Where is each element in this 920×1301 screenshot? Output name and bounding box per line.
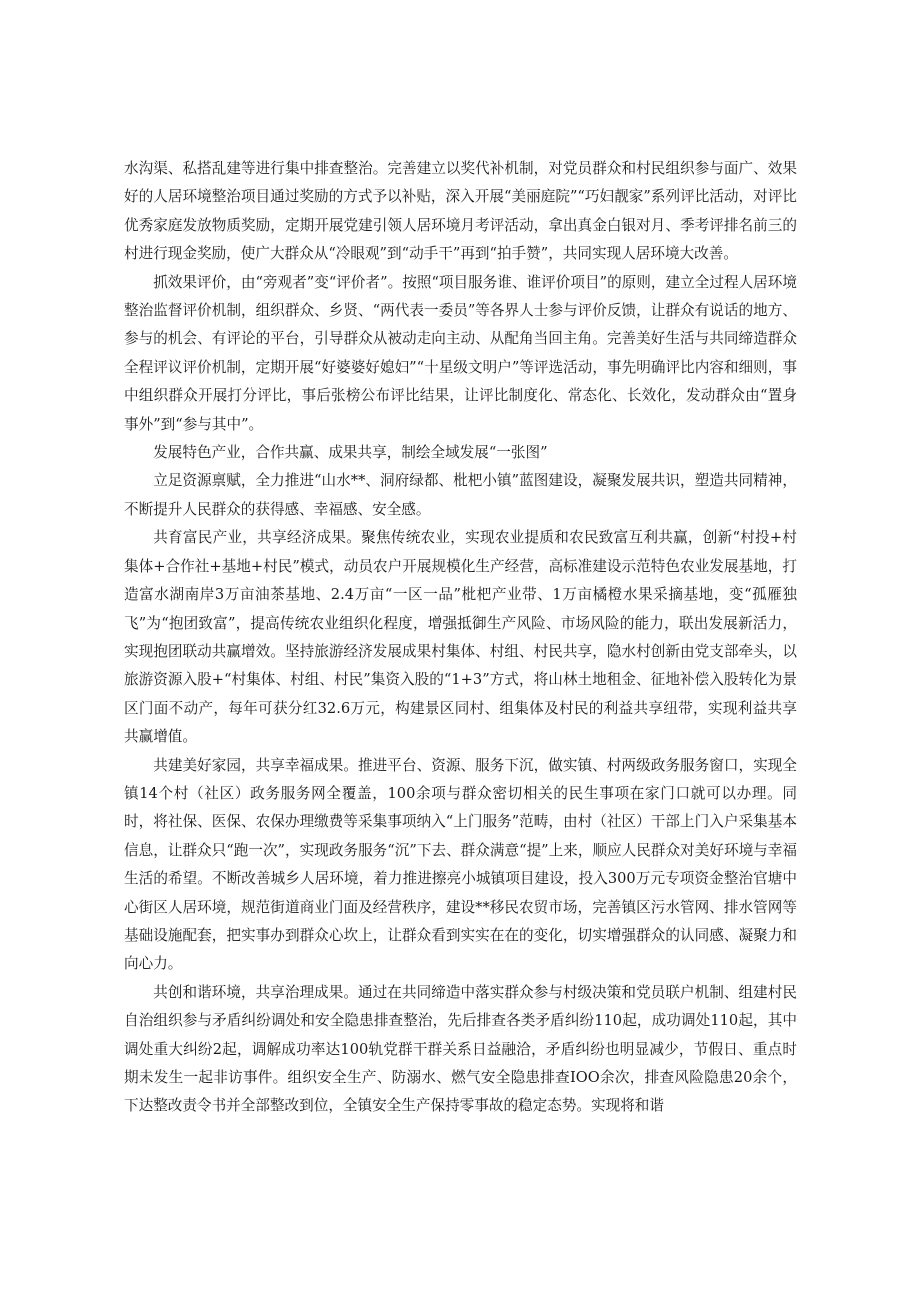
paragraph-economic-results: 共育富民产业，共享经济成果。聚焦传统农业，实现农业提质和农民致富互利共赢，创新“村投+村集体+合作社+基地+村民”模式，动员农户开展规模化生产经营，高标准建设示范特色农业发展基地，打造富水湖南岸3万亩油茶基地、2.4万亩“一区一品”枇杷产业带、1万亩橘橙水果采摘基地，变“孤雁独飞”为“抱团致富”，提高传统农业组织化程度，增强抵御生产风险、市场风险的能力，联出发展新活力，实现抱团联动共赢增效。坚持旅游经济发展成果村集体、村组、村民共享，隐水村创新由党支部牵头，以旅游资源入股+“村集体、村组、村民”集资入股的“1+3”方式，将山林土地租金、征地补偿入股转化为景区门面不动产，每年可获分红32.6万元，构建景区同村、组集体及村民的利益共享纽带，实现利益共享共赢增值。 <box>124 529 797 746</box>
paragraph-happiness-results: 共建美好家园，共享幸福成果。推进平台、资源、服务下沉，做实镇、村两级政务服务窗口，实现全镇14个村（社区）政务服务网全覆盖，100余项与群众密切相关的民生事项在家门口就可以办理。同时，将社保、医保、农保办理缴费等采集事项纳入“上门服务”范畴，由村（社区）干部上门入户采集基本信息，让群众只“跑一次”，实现政务服务“沉”下去、群众满意“提”上来，顺应人民群众对美好环境与幸福生活的希望。不断改善城乡人居环境，着力推进擦亮小城镇项目建设，投入300万元专项资金整治官塘中心街区人居环境，规范街道商业门面及经营秩序，建设**移民农贸市场，完善镇区污水管网、排水管网等基础设施配套，把实事办到群众心坎上，让群众看到实实在在的变化，切实增强群众的认同感、凝聚力和向心力。 <box>124 756 797 973</box>
section-heading-industry: 发展特色产业，合作共赢、成果共享，制绘全域发展“一张图” <box>153 444 548 462</box>
paragraph-effect-evaluation: 抓效果评价，由“旁观者”变“评价者”。按照“项目服务谁、谁评价项目”的原则，建立全过程人居环境整治监督评价机制，组织群众、乡贤、“两代表一委员”等各界人士参与评价反馈，让群众有说话的地方、参与的机会、有评论的平台，引导群众从被动走向主动、从配角当回主角。完善美好生活与共同缔造群众全程评议评价机制，定期开展“好婆婆好媳妇”“十星级文明户”等评选活动，事先明确评比内容和细则，事中组织群众开展打分评比，事后张榜公布评比结果，让评比制度化、常态化、长效化，发动群众由“置身事外”到“参与其中”。 <box>124 273 797 433</box>
paragraph-governance-results: 共创和谐环境，共享治理成果。通过在共同缔造中落实群众参与村级决策和党员联户机制、组建村民自治组织参与矛盾纠纷调处和安全隐患排查整治，先后排查各类矛盾纠纷110起，成功调处110起，其中调处重大纠纷2起，调解成功率达100轨党群干群关系日益融洽，矛盾纠纷也明显减少，节假日、重点时期未发生一起非访事件。组织安全生产、防溺水、燃气安全隐患排查IOO余次，排查风险隐患20余个，下达整改责令书并全部整改到位，全镇安全生产保持零事故的稳定态势。实现将和谐 <box>124 983 797 1115</box>
paragraph-continued: 水沟渠、私搭乱建等进行集中排查整治。完善建立以奖代补机制，对党员群众和村民组织参与面广、效果好的人居环境整治项目通过奖励的方式予以补贴，深入开展“美丽庭院”“巧妇靓家”系列评比活动，对评比优秀家庭发放物质奖励，定期开展党建引领人居环境月考评活动，拿出真金白银对月、季考评排名前三的村进行现金奖励，使广大群众从“冷眼观”到“动手干”再到“拍手赞”，共同实现人居环境大改善。 <box>124 160 797 263</box>
document-body <box>124 155 797 1121</box>
paragraph-resource-endowment: 立足资源禀赋，全力推进“山水**、洞府绿都、枇杷小镇”蓝图建设，凝聚发展共识，塑造共同精神，不断提升人民群众的获得感、幸福感、安全感。 <box>124 472 797 518</box>
